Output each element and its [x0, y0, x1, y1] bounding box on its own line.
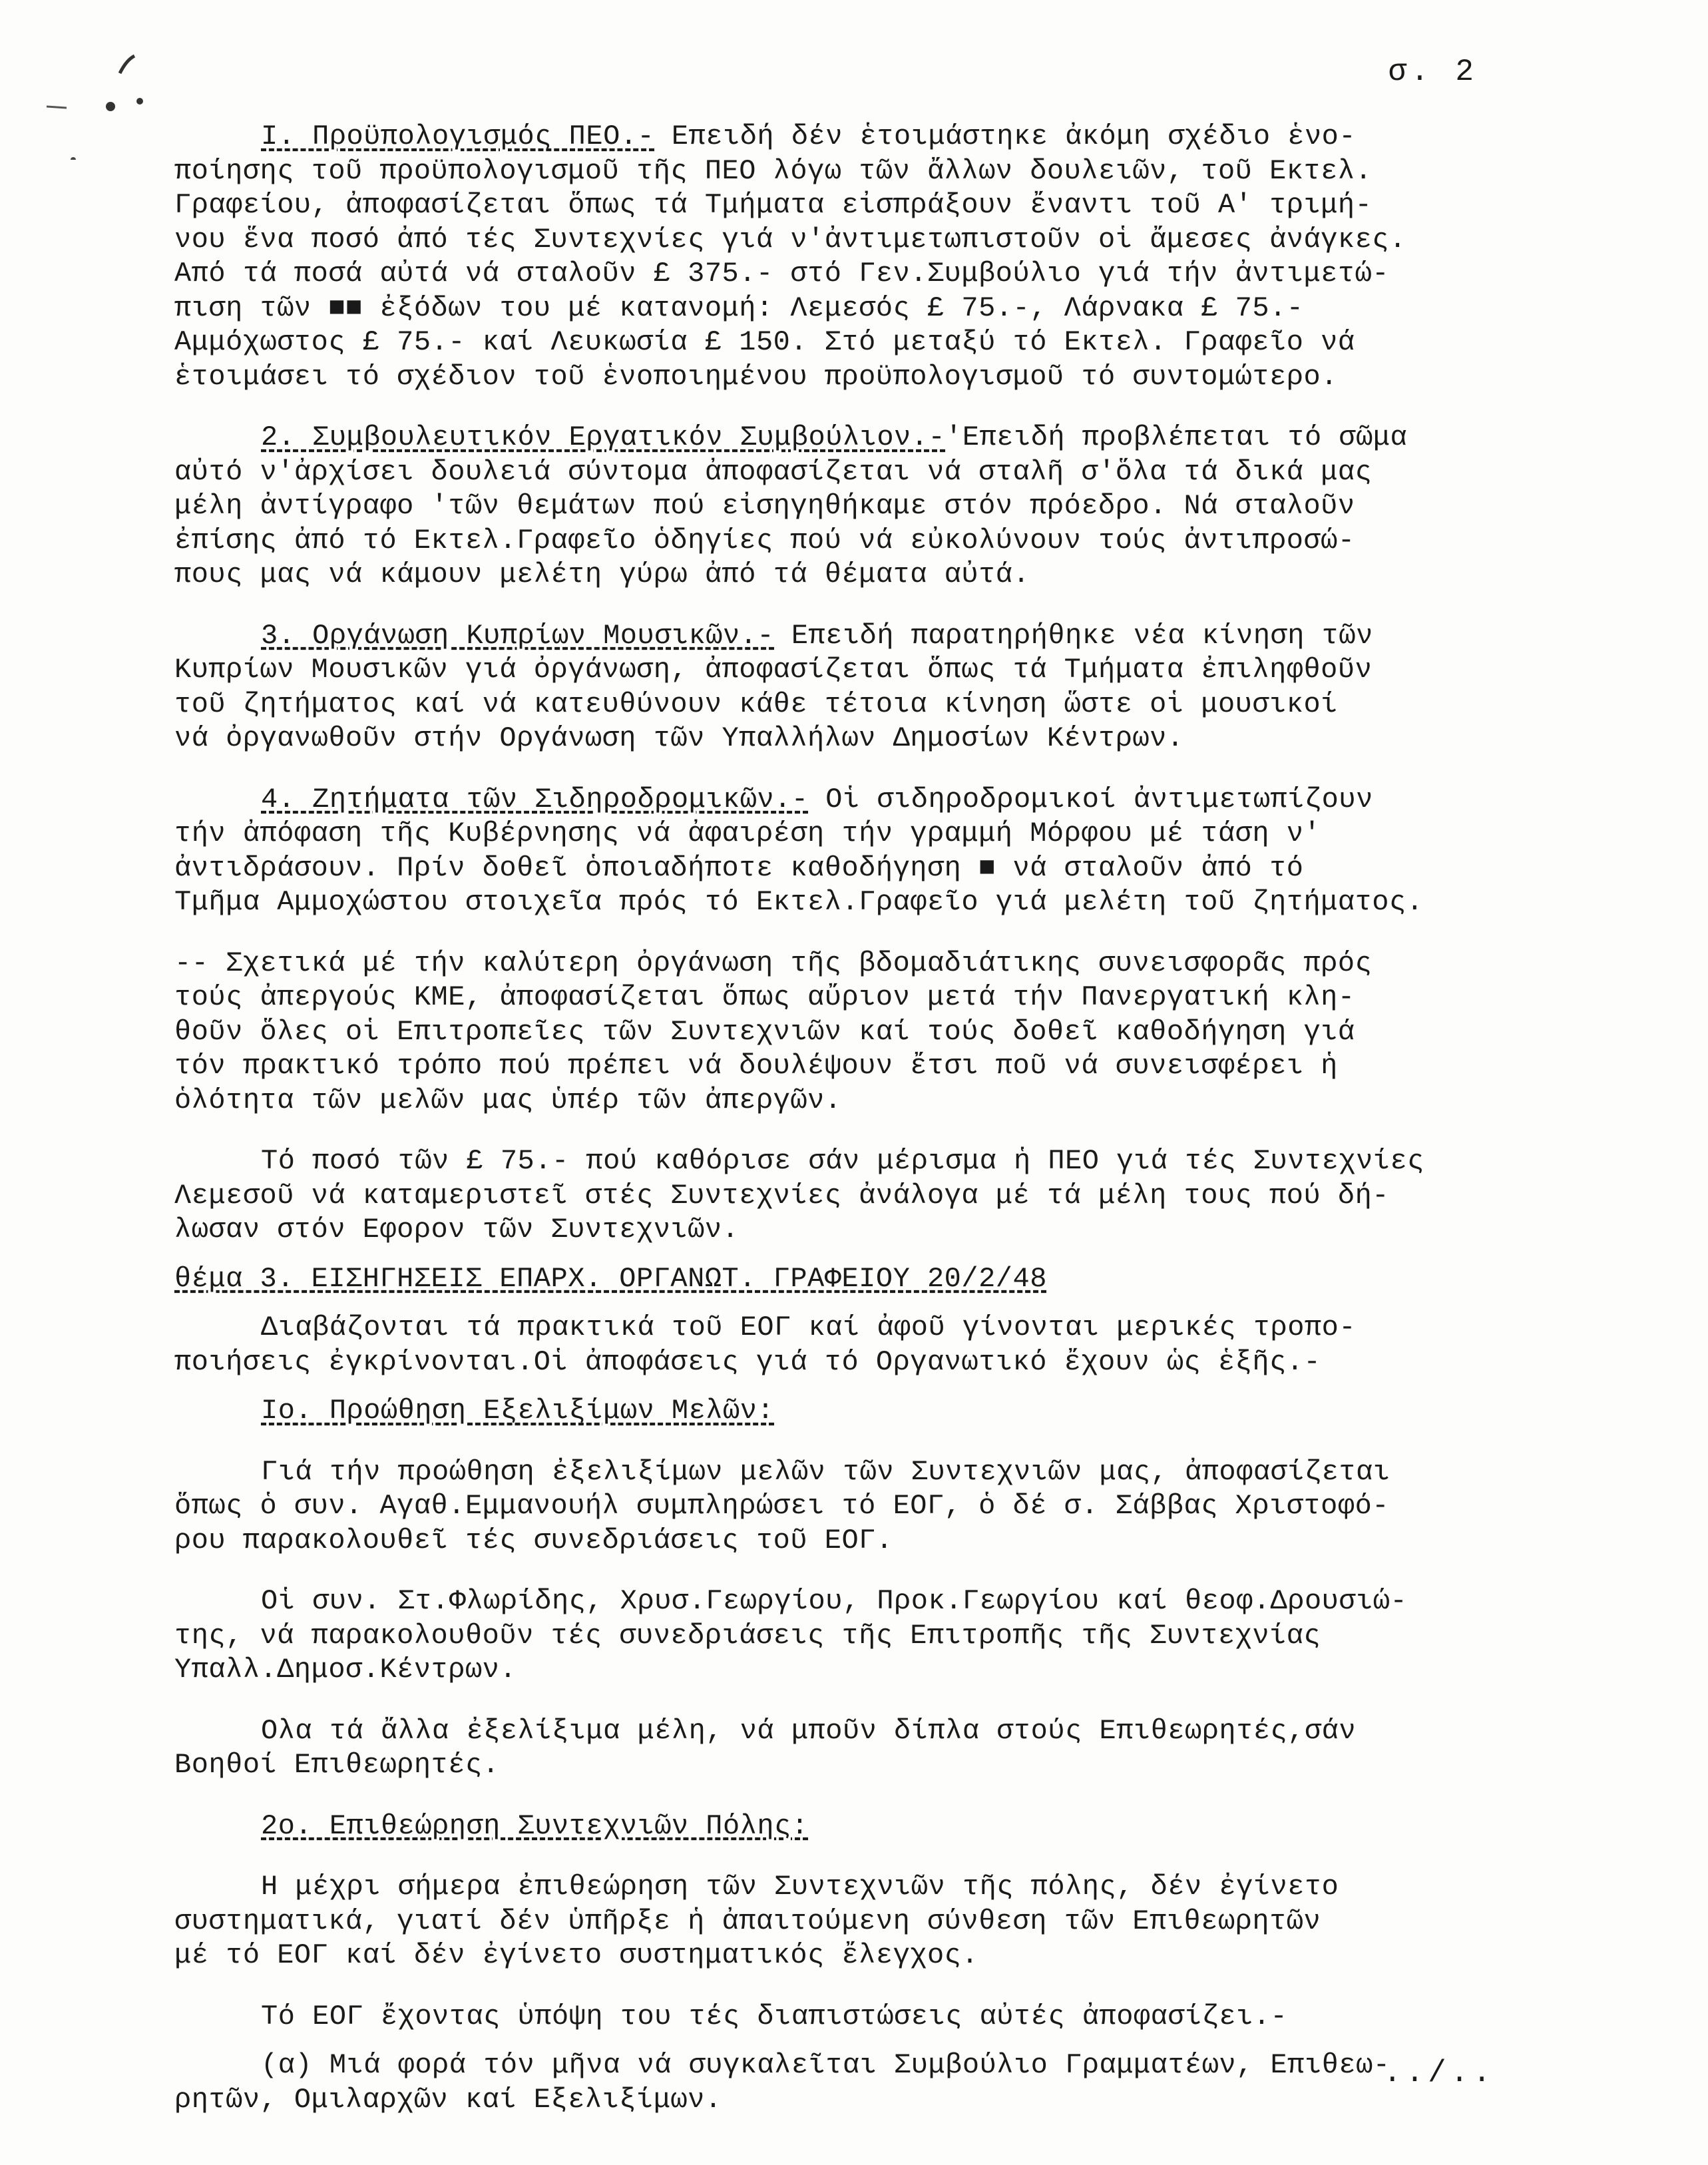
line-text: τοῦ ζητήματος καί νά κατευθύνουν κάθε τέτοια κίνηση ὥστε οἱ μουσικοί	[174, 688, 1338, 720]
paragraph	[174, 421, 1625, 593]
line-text: θοῦν ὅλες οἱ Επιτροπεῖες τῶν Συντεχνιῶν καί τούς δοθεῖ καθοδήγηση γιά	[174, 1015, 1355, 1048]
section-heading: θέμα 3. ΕΙΣΗΓΗΣΕΙΣ ΕΠΑΡΧ. ΟΡΓΑΝΩΤ. ΓΡΑΦΕΙΟΥ 20/2/48	[174, 1262, 1047, 1295]
text-line	[174, 947, 1625, 981]
text-line	[174, 1939, 1625, 1973]
text-line	[174, 1213, 1625, 1248]
line-text: 'Επειδή προβλέπεται τό σῶμα	[945, 421, 1408, 453]
line-text: Γιά τήν προώθηση ἐξελιξίμων μελῶν τῶν Συντεχνιῶν μας, ἀποφασίζεται	[261, 1455, 1390, 1488]
line-text: Αμμόχωστος £ 75.- καί Λευκωσία £ 150. Στό μεταξύ τό Εκτελ. Γραφεῖο νά	[174, 326, 1355, 358]
text-line	[174, 1311, 1625, 1345]
paragraph	[174, 1809, 1625, 1844]
paragraph	[174, 1311, 1625, 1379]
text-line	[174, 1870, 1625, 1905]
text-line	[174, 1345, 1625, 1380]
line-text: μέλη ἀντίγραφο 'τῶν θεμάτων πού εἰσηγηθήκαμε στόν πρόεδρο. Νά σταλοῦν	[174, 490, 1355, 522]
paragraph	[174, 1144, 1625, 1248]
page-number: σ. 2	[1388, 55, 1478, 89]
line-text: (α) Μιά φορά τόν μῆνα νά συγκαλεῖται Συμβούλιο Γραμματέων, Επιθεω-	[261, 2049, 1390, 2081]
text-line	[174, 619, 1625, 654]
line-text: ἀντιδράσουν. Πρίν δοθεῖ ὁποιαδήποτε καθοδήγηση ■ νά σταλοῦν ἀπό τό	[174, 851, 1304, 884]
paragraph	[174, 619, 1625, 756]
line-text: Τό ποσό τῶν £ 75.- πού καθόρισε σάν μέρισμα ἡ ΠΕΟ γιά τές Συντεχνίες	[261, 1145, 1424, 1177]
section-heading: I. Προϋπολογισμός ΠΕΟ.-	[261, 120, 655, 152]
line-text: τούς ἀπεργούς ΚΜΕ, ἀποφασίζεται ὅπως αὔριον μετά τήν Πανεργατική κλη-	[174, 981, 1355, 1013]
line-text: Γραφείου, ἀποφασίζεται ὅπως τά Τμήματα εἰσπράξουν ἔναντι τοῦ Α' τριμή-	[174, 189, 1373, 221]
text-line	[174, 188, 1625, 223]
section-heading: 2ο. Επιθεώρηση Συντεχνιῶν Πόλης:	[261, 1809, 809, 1842]
line-text: πους μας νά κάμουν μελέτη γύρω ἀπό τά θέματα αὐτά.	[174, 559, 1030, 591]
paragraph	[174, 1584, 1625, 1688]
line-text: Υπαλλ.Δημοσ.Κέντρων.	[174, 1654, 517, 1686]
text-line	[174, 1584, 1625, 1619]
line-text: Από τά ποσά αὐτά νά σταλοῦν £ 375.- στό Γεν.Συμβούλιο γιά τήν ἀντιμετώ-	[174, 258, 1389, 290]
paragraph	[174, 1455, 1625, 1559]
text-line	[174, 783, 1625, 818]
line-text: Τό ΕΟΓ ἔχοντας ὑπόψη του τές διαπιστώσεις αὐτές ἀποφασίζει.-	[261, 2000, 1288, 2033]
line-text: Η μέχρι σήμερα ἐπιθεώρηση τῶν Συντεχνιῶν τῆς πόλης, δέν ἐγίνετο	[261, 1871, 1339, 1903]
text-line	[174, 1262, 1625, 1297]
paragraph	[174, 783, 1625, 920]
paragraph	[174, 120, 1625, 394]
line-text: της, νά παρακολουθοῦν τές συνεδριάσεις τῆς Επιτροπῆς τῆς Συντεχνίας	[174, 1619, 1321, 1652]
section-heading: 3. Οργάνωση Κυπρίων Μουσικῶν.-	[261, 619, 775, 652]
line-text: ρου παρακολουθεῖ τές συνεδριάσεις τοῦ ΕΟΓ.	[174, 1524, 893, 1557]
text-line	[174, 360, 1625, 395]
text-line	[174, 1015, 1625, 1050]
text-line	[174, 1394, 1625, 1429]
text-line	[174, 981, 1625, 1015]
section-heading: 4. Ζητήματα τῶν Σιδηροδρομικῶν.-	[261, 783, 809, 816]
line-text: Βοηθοί Επιθεωρητές.	[174, 1749, 500, 1781]
line-text: Επειδή παρατηρήθηκε νέα κίνηση τῶν	[774, 619, 1373, 652]
line-text: νά ὀργανωθοῦν στήν Οργάνωση τῶν Υπαλλήλων Δημοσίων Κέντρων.	[174, 722, 1184, 754]
text-line	[174, 1455, 1625, 1490]
line-text: λωσαν στόν Εφορον τῶν Συντεχνιῶν.	[174, 1214, 740, 1246]
line-text: ἑτοιμάσει τό σχέδιον τοῦ ἑνοποιημένου προϋπολογισμοῦ τό συντομώτερο.	[174, 360, 1338, 393]
text-line	[174, 223, 1625, 258]
document-body	[174, 120, 1625, 2117]
line-text: τόν πρακτικό τρόπο πού πρέπει νά δουλέψουν ἔτσι ποῦ νά συνεισφέρει ἡ	[174, 1050, 1338, 1082]
line-text: ὁλότητα τῶν μελῶν μας ὑπέρ τῶν ἀπεργῶν.	[174, 1084, 842, 1116]
line-text: Ολα τά ἄλλα ἐξελίξιμα μέλη, νά μποῦν δίπλα στούς Επιθεωρητές,σάν	[261, 1714, 1357, 1747]
line-text: τήν ἀπόφαση τῆς Κυβέρνησης νά ἀφαιρέση τήν γραμμή Μόρφου μέ τάση ν'	[174, 818, 1321, 849]
text-line	[174, 817, 1625, 851]
line-text: νου ἕνα ποσό ἀπό τές Συντεχνίες γιά ν'ἀντιμετωπιστοῦν οἱ ἄμεσες ἀνάγκες.	[174, 223, 1406, 256]
paragraph	[174, 1870, 1625, 1973]
text-line	[174, 120, 1625, 154]
line-text: Οἱ σιδηροδρομικοί ἀντιμετωπίζουν	[808, 783, 1373, 816]
text-line	[174, 257, 1625, 292]
line-text: Διαβάζονται τά πρακτικά τοῦ ΕΟΓ καί ἀφοῦ γίνονται μερικές τροπο-	[261, 1312, 1357, 1343]
text-line	[174, 851, 1625, 886]
text-line	[174, 1653, 1625, 1688]
text-line	[174, 558, 1625, 593]
text-line	[174, 688, 1625, 722]
text-line	[174, 1084, 1625, 1118]
text-line	[174, 154, 1625, 189]
paragraph	[174, 2000, 1625, 2035]
section-heading: Iο. Προώθηση Εξελιξίμων Μελῶν:	[261, 1395, 775, 1427]
text-line	[174, 292, 1625, 326]
text-line	[174, 1524, 1625, 1559]
text-line	[174, 1144, 1625, 1179]
text-line	[174, 421, 1625, 455]
text-line	[174, 455, 1625, 490]
text-line	[174, 653, 1625, 688]
paragraph	[174, 947, 1625, 1118]
line-text: Επειδή δέν ἑτοιμάστηκε ἀκόμη σχέδιο ἑνο-	[654, 120, 1357, 152]
line-text: -- Σχετικά μέ τήν καλύτερη ὀργάνωση τῆς βδομαδιάτικης συνεισφορᾶς πρός	[174, 947, 1373, 979]
text-line	[174, 885, 1625, 920]
line-text: ποίησης τοῦ προϋπολογισμοῦ τῆς ΠΕΟ λόγω τῶν ἄλλων δουλειῶν, τοῦ Εκτελ.	[174, 154, 1373, 187]
line-text: μέ τό ΕΟΓ καί δέν ἐγίνετο συστηματικός ἔλεγχος.	[174, 1939, 979, 1971]
section-heading: 2. Συμβουλευτικόν Εργατικόν Συμβούλιον.-	[261, 421, 946, 453]
text-line	[174, 2000, 1625, 2035]
text-line	[174, 722, 1625, 756]
line-text: ποιήσεις ἐγκρίνονται.Οἱ ἀποφάσεις γιά τό Οργανωτικό ἔχουν ὡς ἑξῆς.-	[174, 1345, 1321, 1378]
line-text: ὅπως ὁ συν. Αγαθ.Εμμανουήλ συμπληρώσει τό ΕΟΓ, ὁ δέ σ. Σάββας Χριστοφό-	[174, 1490, 1389, 1522]
line-text: συστηματικά, γιατί δέν ὑπῆρξε ἡ ἀπαιτούμενη σύνθεση τῶν Επιθεωρητῶν	[174, 1905, 1321, 1937]
text-line	[174, 524, 1625, 559]
line-text: Τμῆμα Αμμοχώστου στοιχεῖα πρός τό Εκτελ.Γραφεῖο γιά μελέτη τοῦ ζητήματος.	[174, 886, 1424, 918]
line-text: Λεμεσοῦ νά καταμεριστεῖ στές Συντεχνίες ἀνάλογα μέ τά μέλη τους πού δή-	[174, 1179, 1389, 1212]
paragraph	[174, 1262, 1625, 1297]
line-text: αὐτό ν'ἀρχίσει δουλειά σύντομα ἀποφασίζεται νά σταλῆ σ'ὅλα τά δικά μας	[174, 455, 1373, 488]
text-line	[174, 1748, 1625, 1783]
continuation-mark: ../..	[1383, 2056, 1495, 2090]
text-line	[174, 1179, 1625, 1214]
text-line	[174, 1049, 1625, 1084]
line-text: Κυπρίων Μουσικῶν γιά ὀργάνωση, ἀποφασίζεται ὅπως τά Τμήματα ἐπιληφθοῦν	[174, 654, 1373, 686]
text-line	[174, 1714, 1625, 1749]
line-text: πιση τῶν ■■ ἐξόδων του μέ κατανομή: Λεμεσός £ 75.-, Λάρνακα £ 75.-	[174, 292, 1304, 324]
text-line	[174, 1905, 1625, 1939]
text-line	[174, 1809, 1625, 1844]
text-line	[174, 1489, 1625, 1524]
line-text: ρητῶν, Ομιλαρχῶν καί Εξελιξίμων.	[174, 2083, 722, 2116]
paragraph	[174, 1714, 1625, 1783]
text-line	[174, 326, 1625, 360]
line-text: Οἱ συν. Στ.Φλωρίδης, Χρυσ.Γεωργίου, Προκ.Γεωργίου καί θεοφ.Δρουσιώ-	[261, 1585, 1408, 1617]
text-line	[174, 489, 1625, 524]
text-line	[174, 1619, 1625, 1654]
paragraph	[174, 1394, 1625, 1429]
line-text: ἐπίσης ἀπό τό Εκτελ.Γραφεῖο ὁδηγίες πού νά εὐκολύνουν τούς ἀντιπροσώ-	[174, 524, 1355, 557]
